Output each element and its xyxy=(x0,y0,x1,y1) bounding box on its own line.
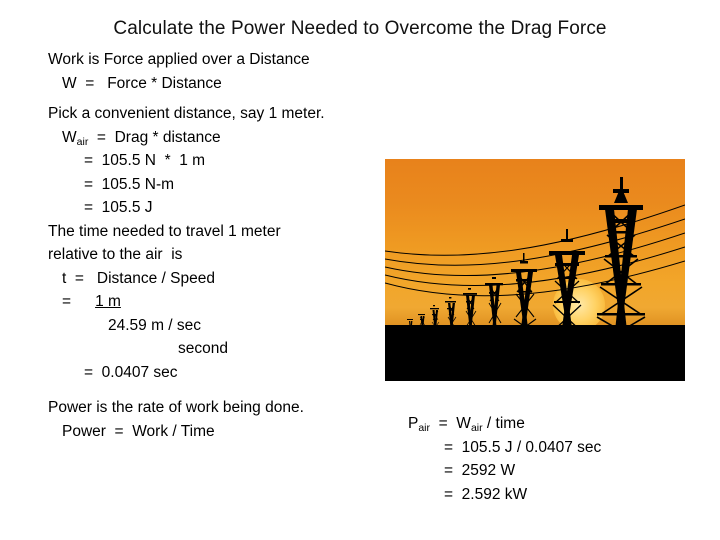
right-content-column xyxy=(408,416,601,502)
text-w-air-step3: = 105.5 J xyxy=(84,199,153,216)
text-pick-distance: Pick a convenient distance, say 1 meter. xyxy=(48,105,325,122)
text-second-unit: second xyxy=(178,340,228,357)
fraction-numerator: 1 m xyxy=(95,293,121,310)
p-air-post: / time xyxy=(482,415,525,432)
text-power-definition: Power is the rate of work being done. xyxy=(48,399,304,416)
text-time-needed-2: relative to the air is xyxy=(48,246,183,263)
spacer xyxy=(48,91,388,106)
text-work-definition: Work is Force applied over a Distance xyxy=(48,51,310,68)
w-air-expression: = Drag * distance xyxy=(88,128,221,146)
fraction-denominator: 24.59 m / sec xyxy=(108,316,202,334)
text-w-air-step2: = 105.5 N-m xyxy=(84,175,175,193)
text-p-air-step2: = 2592 W xyxy=(444,462,516,479)
w-air-subscript-2: air xyxy=(470,422,483,434)
left-content-column xyxy=(48,52,388,439)
text-time-result: = 0.0407 sec xyxy=(84,363,178,381)
text-p-air-step3: = 2.592 kW xyxy=(444,485,528,503)
p-air-subscript: air xyxy=(418,422,431,434)
pylon-silhouettes-icon xyxy=(385,159,685,381)
text-w-air-formula xyxy=(48,130,388,146)
w-air-label: W xyxy=(62,128,77,146)
equals-sign: = xyxy=(62,293,72,310)
text-w-air-step1: = 105.5 N * 1 m xyxy=(84,152,206,169)
text-p-air-formula xyxy=(408,416,601,432)
w-air-subscript: air xyxy=(76,135,89,148)
text-p-air-step1: = 105.5 J / 0.0407 sec xyxy=(444,438,602,456)
p-air-mid: = W xyxy=(430,415,471,432)
text-time-fraction-line xyxy=(48,294,388,310)
text-power-formula: Power = Work / Time xyxy=(62,422,215,440)
transmission-towers-image xyxy=(385,159,685,381)
page-title: Calculate the Power Needed to Overcome the Drag Force xyxy=(113,18,607,39)
text-work-formula: W = Force * Distance xyxy=(62,74,222,92)
spacer-2 xyxy=(48,380,388,400)
text-time-formula: t = Distance / Speed xyxy=(62,269,215,287)
p-air-label: P xyxy=(408,415,419,432)
text-time-needed-1: The time needed to travel 1 meter xyxy=(48,222,281,240)
